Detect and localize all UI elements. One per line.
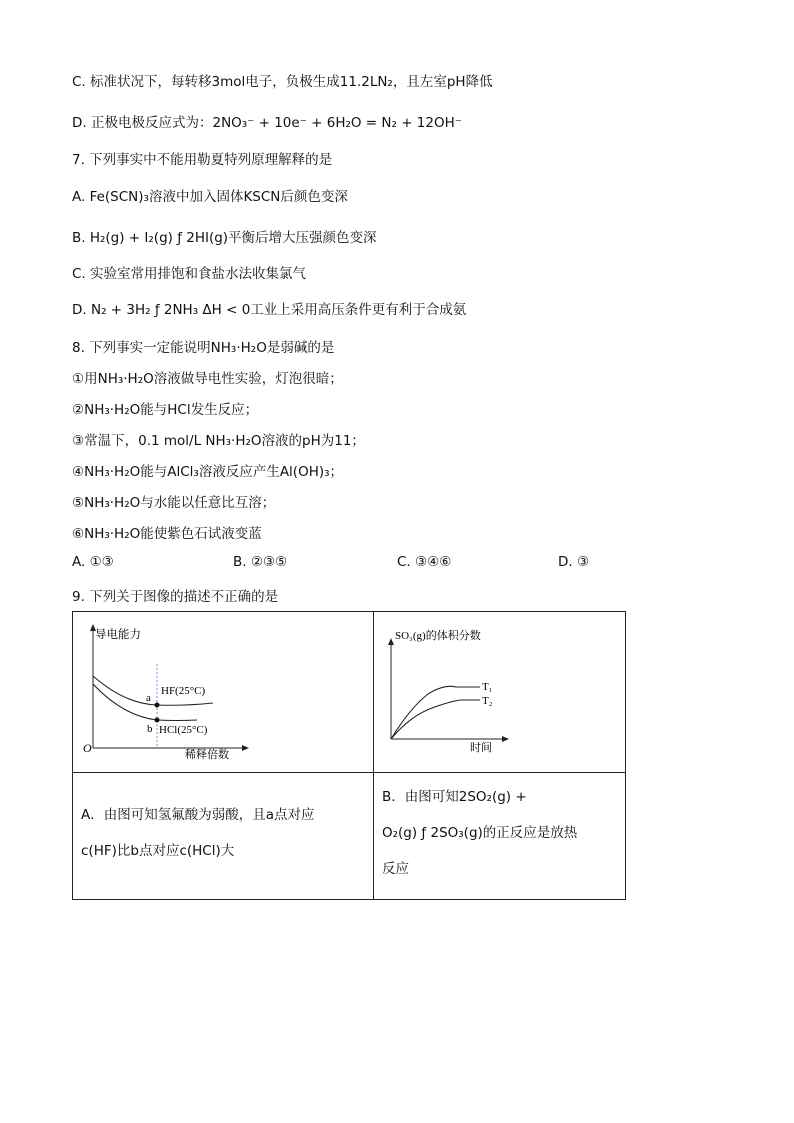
q8-statement-3: ③常温下，0.1 mol/L NH₃·H₂O溶液的pH为11； <box>72 433 365 449</box>
q8-statement-5: ⑤NH₃·H₂O与水能以任意比互溶； <box>72 495 276 511</box>
q8-statement-4: ④NH₃·H₂O能与AlCl₃溶液反应产生Al(OH)₃； <box>72 464 344 480</box>
q9-option-b-cell <box>374 773 626 900</box>
point-a-label: a <box>146 692 151 704</box>
q9-figure-a-cell <box>73 612 374 773</box>
q7-stem: 7. 下列事实中不能用勒夏特列原理解释的是 <box>72 152 333 168</box>
q7-option-d: D. N₂ + 3H₂ ƒ 2NH₃ ΔH < 0工业上采用高压条件更有利于合成氨 <box>72 302 467 318</box>
curve-hcl-label: HCl(25°C) <box>159 724 208 736</box>
q9-option-b-line3: 反应 <box>382 861 409 877</box>
point-a-marker <box>155 703 160 708</box>
x-axis-label: 时间 <box>470 741 492 754</box>
q8-option-d: D. ③ <box>558 554 590 570</box>
curve-t1-label: T₁ <box>482 681 493 693</box>
curve-hf-label: HF(25°C) <box>161 685 206 697</box>
q6-option-d: D. 正极电极反应式为：2NO₃⁻ + 10e⁻ + 6H₂O = N₂ + 12OH⁻ <box>72 115 462 131</box>
q9-option-b-line1: B．由图可知2SO₂(g) + <box>382 789 527 805</box>
q8-statement-2: ②NH₃·H₂O能与HCl发生反应； <box>72 402 259 418</box>
conductivity-dilution-graph <box>73 612 373 768</box>
q8-statement-1: ①用NH₃·H₂O溶液做导电性实验，灯泡很暗； <box>72 371 343 387</box>
point-b-label: b <box>147 723 153 735</box>
q8-option-a: A. ①③ <box>72 554 114 570</box>
q8-option-c: C. ③④⑥ <box>397 554 452 570</box>
q9-figure-b-cell <box>374 612 626 773</box>
q6-option-c: C. 标准状况下，每转移3mol电子，负极生成11.2LN₂，且左室pH降低 <box>72 74 493 90</box>
q9-option-a-line1: A．由图可知氢氟酸为弱酸，且a点对应 <box>81 807 315 823</box>
q9-option-a-line2: c(HF)比b点对应c(HCl)大 <box>81 843 235 859</box>
q7-option-c: C. 实验室常用排饱和食盐水法收集氯气 <box>72 266 307 282</box>
q8-stem: 8. 下列事实一定能说明NH₃·H₂O是弱碱的是 <box>72 340 335 356</box>
so3-fraction-time-graph <box>374 612 625 768</box>
y-axis-label: SO₃(g)的体积分数 <box>395 630 481 642</box>
y-axis-label: 导电能力 <box>95 627 141 641</box>
q7-option-b: B. H₂(g) + I₂(g) ƒ 2HI(g)平衡后增大压强颜色变深 <box>72 230 377 246</box>
q9-figure-table <box>72 611 626 900</box>
q8-option-b: B. ②③⑤ <box>233 554 288 570</box>
q7-option-a: A. Fe(SCN)₃溶液中加入固体KSCN后颜色变深 <box>72 189 348 205</box>
q9-stem: 9. 下列关于图像的描述不正确的是 <box>72 589 279 605</box>
origin-label: O <box>83 741 92 755</box>
x-axis-label: 稀释倍数 <box>185 748 229 761</box>
q8-statement-6: ⑥NH₃·H₂O能使紫色石试液变蓝 <box>72 526 262 542</box>
curve-t2-label: T₂ <box>482 695 493 707</box>
q9-option-a-cell <box>73 773 374 900</box>
point-b-marker <box>155 718 160 723</box>
q9-option-b-line2: O₂(g) ƒ 2SO₃(g)的正反应是放热 <box>382 825 578 841</box>
